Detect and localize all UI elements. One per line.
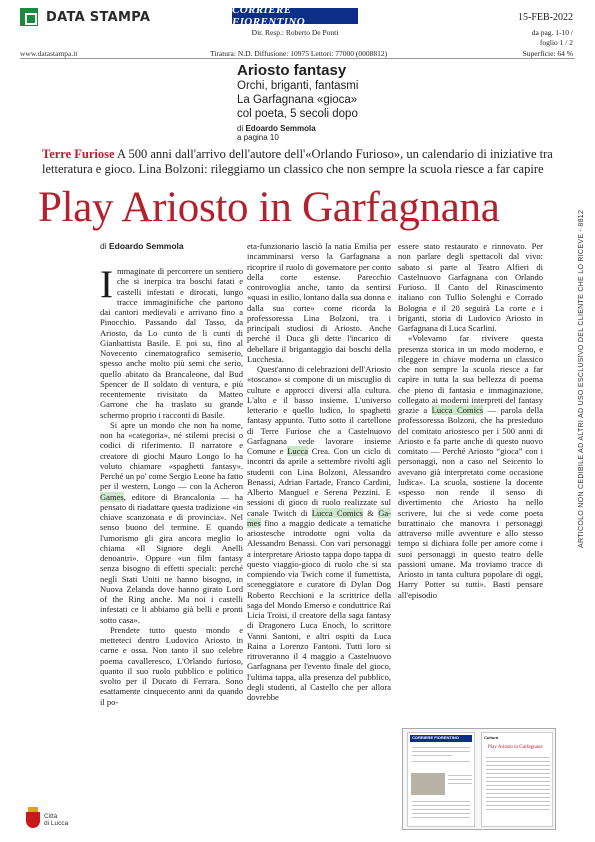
- drop-cap: I: [100, 263, 113, 306]
- service-name: DATA STAMPA: [46, 9, 151, 25]
- thumbnail-front-page: [407, 732, 475, 827]
- thumbnail-photo: [411, 773, 445, 795]
- city-name: [44, 813, 68, 827]
- highlighted-term: Ga-: [378, 507, 391, 518]
- page-info: [532, 28, 573, 48]
- thumbnail-inner-page: [481, 732, 553, 827]
- paragraph-text: Prendete tutto questo mondo e metteteci dentro Ludovico Ariosto in carne e ossa. Non tanto il suo celebre poema cavalleresco, L'Orlando furioso, quanto il suo ruolo pubblico e politico svolto per il Ducato di Ferrara. Sono esattamente cinquecento anni da quando il po-: [100, 624, 243, 707]
- paragraph: [100, 420, 243, 625]
- teaser-title: Ariosto fantasy: [237, 62, 347, 79]
- director-line: Dir. Resp.: Roberto De Ponti: [251, 28, 339, 37]
- circulation-line: Tiratura: N.D. Diffusione: 10975 Lettori: 77000 (0008812): [210, 49, 388, 58]
- highlighted-term: Lucca Comics: [431, 405, 484, 415]
- article-column-2: [247, 241, 391, 702]
- teaser-line-3: col poeta, 5 secoli dopo: [237, 108, 358, 120]
- article-byline: [100, 241, 184, 251]
- page-range: da pag. 1-10 /: [531, 28, 573, 37]
- city-line-2: di Lucca: [44, 820, 69, 827]
- surface-percent: Superficie: 64 %: [522, 49, 573, 58]
- datastampa-logo: [20, 8, 150, 26]
- paragraph-text: «Volevamo far rivivere questa presenza storica in un modo moderno, e rileggere in chiave moderna un classico che non sempre la scuola riesce a far capire in tutta la sua bellezza di poema che pieno di fantasia e immaginazione, collegato ai moderni interpreti del fantasy grazie a: [398, 333, 543, 415]
- datastampa-icon: [20, 8, 38, 26]
- paragraph: [247, 241, 391, 364]
- article-column-1: [100, 263, 243, 707]
- thumbnail-masthead-text: CORRIERE FIORENTINO: [412, 735, 459, 740]
- paragraph-text: mmaginate di percorrere un sentiero che si inerpica tra boschi fatati e castelli infestati e dirocati, lungo tracce immaginifiche che partono dai cantori medievali e arrivano fino a Pinocchio. Passando dal Tasso, da Ariosto, da Lo cunto de li cunti di Gianbattista Basile. E poi su, fino al Novecento cinematografico semiserio, spesso anche molto più semi che serio, quello abitato da Brancaleone, dal Bud Spencer de Il soldato di ventura, e più recentemente rivisitato da Matteo Garrone che ha traslato su grande schermo proprio i racconti di Basile.: [100, 266, 243, 420]
- teaser-author: Edoardo Semmola: [245, 124, 316, 133]
- highlighted-term: Lucca: [287, 446, 309, 456]
- paragraph: Quest'anno di celebrazioni dell'Ariosto «toscano» si compone di un miscuglio di culture e approcci diversi alla cultura. L'alto e il basso insieme. L'universo letterario e quello ludico, lo spaghetti fantasy appunto. Tutto sotto il cartellone di Terre Furiose che a Castelnuovo Garfagnana vede lavorare insieme Comune e Lucca Crea. Con un ciclo di incontri da aprile a settembre rivolti agli studenti con Lina Bolzoni, Alessandro Benassi, Adrian Fartade, Franco Cardini, Alberto Manguel e Serena Pezzini. E sessioni di gioco di ruolo realizzate sul canale Twitch di Lucca Comics & Ga-mes fino a maggio dedicate a tematiche ariostesche introdotte ogni volta da Alessandro Benassi. Con vari personaggi a interpretare Ariosto tappa dopo tappa di questo viaggio-gioco di ruolo che si sta compiendo via Twich come il fumettista, sceneggiatore e curatore di Dylan Dog Roberto Recchioni e la scrittrice della saga del Mondo Emerso e conduttrice Rai Licia Troisi, il creatore della saga fantasy di Dragonero Luca Enoch, lo scrittore Vanni Santoni, e altri ospiti da Luca Raina a Lorenzo Fantoni. Tutti loro si ritroveranno il 4 maggio a Castelnuovo Garfagnana per l'evento finale del gioco, l'ultima tappa, alla presenza del pubblico, degli studenti, al Castello che per allora dovrebbe: [247, 364, 391, 702]
- teaser-page-ref: a pagina 10: [237, 133, 279, 142]
- paragraph: [100, 625, 243, 707]
- paragraph: [100, 263, 243, 420]
- copyright-side-note: ARTICOLO NON CEDIBILE AD ALTRI AD USO ESCLUSIVO DEL CLIENTE CHE LO RICEVE - 8812: [578, 209, 585, 548]
- paragraph-text: eta-funzionario lasciò la natia Emilia per incamminarsi verso la Garfagnana a ricoprire il ruolo di governatore per conto della corte estense. Parecchio controvoglia anche, tanto da sentirsi «quasi in esilio, lontano dalla sua donna e dalla sua corte» come ricorda la professoressa Lina Bolzoni, tra i principali studiosi di Ariosto. Anche perché il Duca gli dette l'incarico di debellare il brigantaggio dai boschi della Lucchesia.: [247, 241, 391, 364]
- teaser-by: di: [237, 124, 244, 133]
- sheet-count: foglio 1 / 2: [539, 38, 573, 47]
- highlighted-term: mes: [247, 517, 261, 528]
- byline-author: Edoardo Semmola: [109, 241, 184, 251]
- header-divider: [20, 58, 575, 59]
- city-of-lucca-logo: [26, 812, 68, 828]
- paragraph-text: essere stato restaurato e rinnovato. Per non parlare degli spettacoli dal vivo: sabato si parte al Teatro Alfieri di Castelnuovo Garfagnana con Orlando Furioso. Il Canto del Rinascimento italiano con Tullio Solenghi e Corrado Bologna e il 20 seguirà La corte e i briganti, storia di Ludovico Ariosto in Garfagnana di Luca Scarlini.: [398, 241, 543, 333]
- lucca-crest-icon: [26, 812, 40, 828]
- front-page-teaser: [237, 62, 437, 142]
- paragraph-text: , editore di Brancalonia — ha pensato di riadattare questa tradizione «in chiave scanzonata e di provincia». Nel senso buono del termine. E quando l'umorismo gli gira ancora meglio lo chiama «Il Signore degli Anelli denoantri». Oppure «un film fantasy senza bisogno di effetti speciali: perché negli Stati Uniti ne hanno bisogno, in Nuova Zelanda dove hanno girato Lord of the Ring anche. Ma noi i castelli infestati ce li abbiamo già belli e pronti sotto casa».: [100, 491, 243, 625]
- article-headline: Play Ariosto in Garfagnana: [38, 184, 500, 231]
- highlighted-term: Games: [100, 491, 124, 502]
- thumbnail-headline: Play Ariosto in Garfagnana: [488, 745, 543, 750]
- paragraph-text: Crea. Con un ciclo di incontri da aprile a settembre rivolti agli studenti con Lina Bolzoni, Alessandro Benassi, Adrian Fartade, Franco Cardini, Alberto Manguel e Serena Pezzini. E sessioni di gioco di ruolo realizzate sul canale Twitch di: [247, 446, 391, 518]
- newspaper-masthead: CORRIERE FIORENTINO: [232, 8, 358, 24]
- paragraph-text: Si apre un mondo che non ha nome, non ha «categoria», né stilemi precisi o codici di riferimento. Il narratore e creatore di giochi Mauro Longo lo ha voluto chiamare «spaghetti fantasy». Perché un po' come Sergio Leone ha fatto per il western, Longo — con la Acheron: [100, 419, 243, 492]
- paragraph: [398, 241, 543, 333]
- article-kicker: [42, 147, 557, 177]
- paragraph-text: fino a maggio dedicate a tematiche ariostesche introdotte ogni volta da Alessandro Benassi. Con vari personaggi a interpretare Ariosto tappa dopo tappa di questo viaggio-gioco di ruolo che si sta compiendo via Twich come il fumettista, sceneggiatore e curatore di Dylan Dog Roberto Recchioni e la scrittrice della saga del Mondo Emerso e conduttrice Rai Licia Troisi, il creatore della saga fantasy di Dragonero Luca Enoch, lo scrittore Vanni Santoni, e altri ospiti da Luca Raina a Lorenzo Fantoni. Tutti loro si ritroveranno il 4 maggio a Castelnuovo Garfagnana per l'evento finale del gioco, l'ultima tappa, alla presenza del pubblico, degli studenti, al Castello che per allora dovrebbe: [247, 517, 391, 702]
- paragraph-text: Quest'anno di celebrazioni dell'Ariosto «toscano» si compone di un miscuglio di culture e approcci diversi alla cultura. L'alto e il basso insieme. L'universo letterario e quello ludico, lo spaghetti fantasy appunto. Tutto sotto il cartellone di Terre Furiose che a Castelnuovo Garfagnana vede lavorare insieme Comune e: [247, 364, 391, 456]
- teaser-byline: [237, 124, 437, 133]
- kicker-text: A 500 anni dall'arrivo dell'autore dell'«Orlando Furioso», un calendario di iniziative tra letteratura e gioco. Lina Bolzoni: rileggiamo un classico che non sempre la scuola riesce a far capire: [42, 147, 553, 176]
- teaser-line-1: Orchi, briganti, fantasmi: [237, 80, 359, 92]
- highlighted-term: Lucca Comics: [311, 507, 363, 518]
- issue-date: 15-FEB-2022: [518, 12, 573, 23]
- paragraph: [398, 333, 543, 600]
- paragraph-text: — parola della professoressa Bolzoni, che ha presieduto del comitato ariostesco per i 500 anni di Ariosto e fa parte anche di questo nuovo comitato — Perché Ariosto “gioca” con i personaggi, non a caso nel Seicento lo avevano già interpretato come occasione ludica». La scuola, sostiene la docente «spesso non rende il senso di divertimento che Ariosto ha nello scrivere, lui che si vede come poeta burattinaio che manovra i personaggi attraverso mille avventure e allo stesso tempo si dichiara folle per amore come i suoi personaggi in questo teatro delle passioni umane. Ma troviamo tracce di Ariosto in tanta cultura popolare di oggi, Harry Potter su tutti». Basti pensare all'episodio: [398, 405, 543, 600]
- kicker-keyword: Terre Furiose: [42, 147, 115, 161]
- page-thumbnail[interactable]: [402, 728, 556, 830]
- thumbnail-section: Cultura: [484, 735, 498, 740]
- teaser-line-2: La Garfagnana «gioca»: [237, 94, 358, 106]
- article-column-3: [398, 241, 543, 600]
- byline-by: di: [100, 241, 107, 251]
- city-line-1: Città: [44, 813, 58, 820]
- website-link[interactable]: www.datastampa.it: [20, 49, 78, 58]
